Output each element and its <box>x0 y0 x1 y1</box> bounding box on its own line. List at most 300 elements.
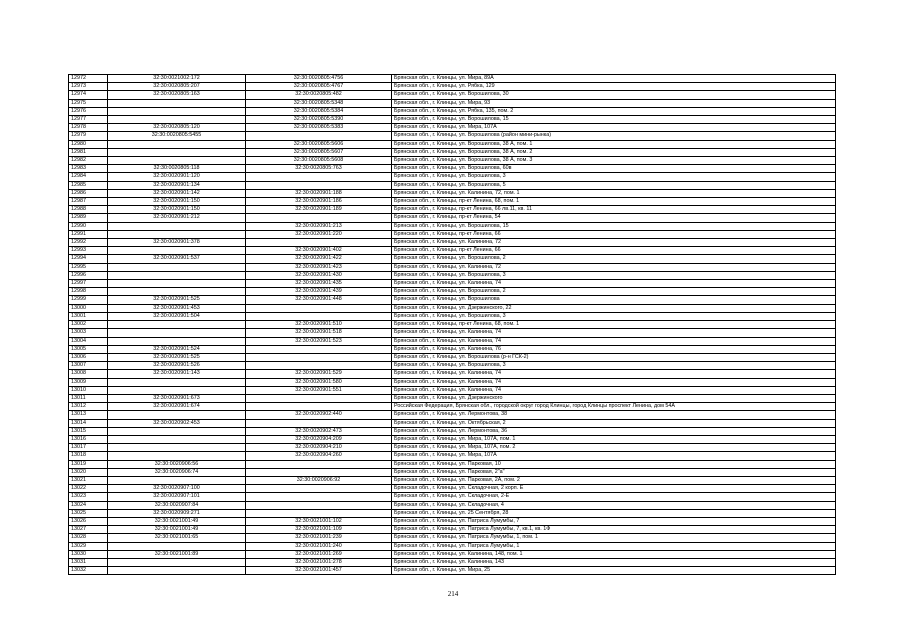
table-row <box>69 83 836 91</box>
address-cell: Брянская обл., г. Клинцы, пр-кт Ленина, 68, пом. 1 <box>392 198 836 206</box>
address-cell: Брянская обл., г. Клинцы, ул. Ворошилова, 38 А, пом. 1 <box>392 140 836 148</box>
row-number-cell: 12999 <box>69 296 108 304</box>
row-number-cell: 13001 <box>69 312 108 320</box>
row-number-cell: 12988 <box>69 206 108 214</box>
cadastral-number-land-cell: 32:30:0020901:378 <box>108 239 246 247</box>
cadastral-number-land-cell <box>108 247 246 255</box>
row-number-cell: 12998 <box>69 288 108 296</box>
address-cell: Брянская обл., г. Клинцы, ул. Калинина, 74 <box>392 386 836 394</box>
cadastral-number-object-cell <box>246 468 392 476</box>
cadastral-number-land-cell <box>108 329 246 337</box>
table-row <box>69 247 836 255</box>
address-cell: Брянская обл., г. Клинцы, ул. Ворошилова, 2 <box>392 255 836 263</box>
row-number-cell: 13013 <box>69 411 108 419</box>
table-row <box>69 493 836 501</box>
cadastral-number-land-cell <box>108 288 246 296</box>
address-cell: Брянская обл., г. Клинцы, ул. Ворошилова, 38 А, пом. 2 <box>392 148 836 156</box>
cadastral-number-land-cell <box>108 321 246 329</box>
cadastral-number-object-cell: 32:30:0020901:188 <box>246 189 392 197</box>
cadastral-number-land-cell: 32:30:0020901:537 <box>108 255 246 263</box>
table-row <box>69 99 836 107</box>
address-cell: Брянская обл., г. Клинцы, ул. Патриса Лумумбы, 1 <box>392 542 836 550</box>
address-cell: Брянская обл., г. Клинцы, ул. Ворошилова (р-н ГСК-2) <box>392 353 836 361</box>
cadastral-number-object-cell: 32:30:0020805:5606 <box>246 140 392 148</box>
cadastral-number-object-cell <box>246 345 392 353</box>
page-number: 214 <box>447 590 459 598</box>
table-row <box>69 329 836 337</box>
table-row <box>69 230 836 238</box>
cadastral-number-object-cell <box>246 485 392 493</box>
address-cell: Брянская обл., г. Клинцы, ул. Складочная, 4 <box>392 501 836 509</box>
cadastral-number-land-cell: 32:30:0020901:150 <box>108 198 246 206</box>
row-number-cell: 13009 <box>69 378 108 386</box>
row-number-cell: 13012 <box>69 403 108 411</box>
table-row <box>69 435 836 443</box>
address-cell: Брянская обл., г. Клинцы, ул. Парковая, 2А, пом. 2 <box>392 476 836 484</box>
address-cell: Брянская обл., г. Клинцы, ул. Калинина, 74 <box>392 378 836 386</box>
cadastral-number-object-cell: 32:30:0020805:5348 <box>246 99 392 107</box>
table-row <box>69 255 836 263</box>
cadastral-number-land-cell <box>108 435 246 443</box>
cadastral-number-object-cell: 32:30:0020805:4767 <box>246 83 392 91</box>
cadastral-number-land-cell <box>108 263 246 271</box>
cadastral-number-object-cell: 32:30:0020901:439 <box>246 288 392 296</box>
cadastral-number-object-cell: 32:30:0020904:260 <box>246 452 392 460</box>
address-cell: Брянская обл., г. Клинцы, ул. Мира, 107А <box>392 124 836 132</box>
cadastral-number-object-cell <box>246 362 392 370</box>
address-cell: Брянская обл., г. Клинцы, ул. Ворошилова, 3 <box>392 312 836 320</box>
cadastral-number-object-cell: 32:30:0020901:186 <box>246 198 392 206</box>
cadastral-number-object-cell: 32:30:0020901:510 <box>246 321 392 329</box>
cadastral-number-object-cell <box>246 214 392 222</box>
cadastral-number-object-cell: 32:30:0021001:109 <box>246 526 392 534</box>
row-number-cell: 13026 <box>69 517 108 525</box>
cadastral-number-object-cell: 32:30:0020901:435 <box>246 280 392 288</box>
cadastral-number-object-cell <box>246 419 392 427</box>
row-number-cell: 13021 <box>69 476 108 484</box>
row-number-cell: 12986 <box>69 189 108 197</box>
table-row <box>69 239 836 247</box>
cadastral-number-land-cell: 32:30:0021001:65 <box>108 534 246 542</box>
cadastral-number-land-cell: 32:30:0020805:120 <box>108 124 246 132</box>
address-cell: Брянская обл., г. Клинцы, ул. Патриса Лумумбы, 7, кв.1, кв. 1Ф <box>392 526 836 534</box>
cadastral-number-object-cell: 32:30:0020805:763 <box>246 165 392 173</box>
address-cell: Брянская обл., г. Клинцы, ул. Мира, 107А <box>392 452 836 460</box>
cadastral-number-land-cell: 32:30:0020902:453 <box>108 419 246 427</box>
table-row <box>69 452 836 460</box>
address-cell: Брянская обл., г. Клинцы, ул. Ворошилова, 2 <box>392 288 836 296</box>
cadastral-number-object-cell: 32:30:0020805:5390 <box>246 116 392 124</box>
address-cell: Брянская обл., г. Клинцы, ул. Рябка, 135, пом. 2 <box>392 107 836 115</box>
address-cell: Российская Федерация, Брянская обл., городской округ город Клинцы, город Клинцы проспект Ленина, дом 54А <box>392 403 836 411</box>
cadastral-number-land-cell: 32:30:0020901:120 <box>108 173 246 181</box>
address-cell: Брянская обл., г. Клинцы, ул. Ворошилова, 30 <box>392 91 836 99</box>
address-cell: Брянская обл., г. Клинцы, ул. Мира, 107А, пом. 1 <box>392 435 836 443</box>
cadastral-number-land-cell: 32:30:0020906:56 <box>108 460 246 468</box>
cadastral-number-land-cell: 32:30:0020901:142 <box>108 189 246 197</box>
address-cell: Брянская обл., г. Клинцы, ул. Калинина, 74 <box>392 337 836 345</box>
row-number-cell: 12974 <box>69 91 108 99</box>
table-row <box>69 337 836 345</box>
row-number-cell: 13008 <box>69 370 108 378</box>
cadastral-number-land-cell <box>108 280 246 288</box>
cadastral-number-object-cell <box>246 403 392 411</box>
table-row <box>69 173 836 181</box>
table-row <box>69 181 836 189</box>
cadastral-number-object-cell <box>246 460 392 468</box>
address-cell: Брянская обл., г. Клинцы, ул. Мира, 107А, пом. 2 <box>392 444 836 452</box>
address-cell: Брянская обл., г. Клинцы, ул. Калинина, 72 <box>392 239 836 247</box>
cadastral-number-object-cell: 32:30:0020901:213 <box>246 222 392 230</box>
cadastral-number-object-cell: 32:30:0021001:102 <box>246 517 392 525</box>
cadastral-number-object-cell: 32:30:0020902:473 <box>246 427 392 435</box>
cadastral-number-land-cell: 32:30:0020907:84 <box>108 501 246 509</box>
cadastral-number-land-cell: 32:30:0020901:143 <box>108 370 246 378</box>
cadastral-number-land-cell <box>108 378 246 386</box>
address-cell: Брянская обл., г. Клинцы, ул. Октябрьская, 2 <box>392 419 836 427</box>
cadastral-number-land-cell: 32:30:0021001:49 <box>108 517 246 525</box>
table-row <box>69 419 836 427</box>
row-number-cell: 13023 <box>69 493 108 501</box>
address-cell: Брянская обл., г. Клинцы, ул. Калинина, 143 <box>392 558 836 566</box>
table-row <box>69 148 836 156</box>
cadastral-number-land-cell: 32:30:0020805:207 <box>108 83 246 91</box>
table-row <box>69 378 836 386</box>
row-number-cell: 12997 <box>69 280 108 288</box>
row-number-cell: 12983 <box>69 165 108 173</box>
address-cell: Брянская обл., г. Клинцы, ул. Рябка, 129 <box>392 83 836 91</box>
row-number-cell: 13004 <box>69 337 108 345</box>
row-number-cell: 13011 <box>69 394 108 402</box>
registry-table-container <box>68 74 836 575</box>
address-cell: Брянская обл., г. Клинцы, ул. Ворошилова, 3 <box>392 271 836 279</box>
address-cell: Брянская обл., г. Клинцы, ул. Калинина, 74 <box>392 370 836 378</box>
cadastral-number-land-cell: 32:30:0020906:74 <box>108 468 246 476</box>
row-number-cell: 13016 <box>69 435 108 443</box>
cadastral-number-object-cell: 32:30:0020904:209 <box>246 435 392 443</box>
table-row <box>69 140 836 148</box>
table-row <box>69 206 836 214</box>
cadastral-number-land-cell: 32:30:0020909:271 <box>108 509 246 517</box>
cadastral-number-land-cell <box>108 148 246 156</box>
cadastral-number-object-cell <box>246 132 392 140</box>
table-row <box>69 165 836 173</box>
row-number-cell: 12977 <box>69 116 108 124</box>
address-cell: Брянская обл., г. Клинцы, ул. Калинина, 72, пом. 1 <box>392 189 836 197</box>
table-row <box>69 427 836 435</box>
table-row <box>69 460 836 468</box>
cadastral-number-object-cell: 32:30:0020901:430 <box>246 271 392 279</box>
cadastral-number-object-cell <box>246 312 392 320</box>
row-number-cell: 13017 <box>69 444 108 452</box>
address-cell: Брянская обл., г. Клинцы, ул. Дзержинского <box>392 394 836 402</box>
cadastral-number-land-cell <box>108 452 246 460</box>
row-number-cell: 12992 <box>69 239 108 247</box>
address-cell: Брянская обл., г. Клинцы, ул. Калинина, 74 <box>392 280 836 288</box>
row-number-cell: 13022 <box>69 485 108 493</box>
cadastral-number-object-cell: 32:30:0021001:457 <box>246 567 392 575</box>
table-row <box>69 214 836 222</box>
cadastral-number-object-cell: 32:30:0020901:448 <box>246 296 392 304</box>
cadastral-number-object-cell: 32:30:0020901:529 <box>246 370 392 378</box>
row-number-cell: 13005 <box>69 345 108 353</box>
table-row <box>69 107 836 115</box>
address-cell: Брянская обл., г. Клинцы, ул. Мира, 25 <box>392 567 836 575</box>
cadastral-number-object-cell: 32:30:0020904:210 <box>246 444 392 452</box>
table-row <box>69 189 836 197</box>
cadastral-number-object-cell: 32:30:0020901:423 <box>246 263 392 271</box>
address-cell: Брянская обл., г. Клинцы, ул. Ворошилова, 60в <box>392 165 836 173</box>
row-number-cell: 13020 <box>69 468 108 476</box>
registry-table-body <box>69 75 836 575</box>
address-cell: Брянская обл., г. Клинцы, ул. Ворошилова <box>392 296 836 304</box>
row-number-cell: 13027 <box>69 526 108 534</box>
address-cell: Брянская обл., г. Клинцы, ул. Лермонтова, 38 <box>392 411 836 419</box>
table-row <box>69 263 836 271</box>
table-row <box>69 288 836 296</box>
cadastral-number-land-cell: 32:30:0020901:212 <box>108 214 246 222</box>
cadastral-number-land-cell <box>108 99 246 107</box>
cadastral-number-land-cell <box>108 271 246 279</box>
row-number-cell: 13010 <box>69 386 108 394</box>
address-cell: Брянская обл., г. Клинцы, ул. Калинина, 76 <box>392 345 836 353</box>
row-number-cell: 12982 <box>69 157 108 165</box>
cadastral-number-land-cell: 32:30:0020907:101 <box>108 493 246 501</box>
address-cell: Брянская обл., г. Клинцы, ул. Ворошилова, 15 <box>392 116 836 124</box>
row-number-cell: 12976 <box>69 107 108 115</box>
table-row <box>69 124 836 132</box>
table-row <box>69 304 836 312</box>
cadastral-number-land-cell: 32:30:0020901:453 <box>108 304 246 312</box>
address-cell: Брянская обл., г. Клинцы, ул. Мира, 89А <box>392 75 836 83</box>
cadastral-number-land-cell <box>108 567 246 575</box>
row-number-cell: 13003 <box>69 329 108 337</box>
cadastral-number-land-cell <box>108 116 246 124</box>
row-number-cell: 12993 <box>69 247 108 255</box>
table-row <box>69 132 836 140</box>
cadastral-number-land-cell: 32:30:0020901:673 <box>108 394 246 402</box>
cadastral-number-land-cell: 32:30:0020901:525 <box>108 296 246 304</box>
table-row <box>69 296 836 304</box>
row-number-cell: 13032 <box>69 567 108 575</box>
cadastral-number-land-cell: 32:30:0020805:5455 <box>108 132 246 140</box>
cadastral-number-land-cell <box>108 222 246 230</box>
address-cell: Брянская обл., г. Клинцы, пр-кт Ленина, 68, пом. 1 <box>392 321 836 329</box>
cadastral-number-object-cell: 32:30:0020901:220 <box>246 230 392 238</box>
row-number-cell: 13031 <box>69 558 108 566</box>
cadastral-number-object-cell: 32:30:0020901:518 <box>246 329 392 337</box>
row-number-cell: 13019 <box>69 460 108 468</box>
address-cell: Брянская обл., г. Клинцы, ул. Ворошилова, 5 <box>392 181 836 189</box>
address-cell: Брянская обл., г. Клинцы, ул. Парковая, 10 <box>392 460 836 468</box>
cadastral-number-land-cell <box>108 386 246 394</box>
table-row <box>69 411 836 419</box>
table-row <box>69 280 836 288</box>
cadastral-number-land-cell <box>108 444 246 452</box>
cadastral-number-land-cell: 32:30:0020901:525 <box>108 353 246 361</box>
table-row <box>69 550 836 558</box>
cadastral-number-object-cell <box>246 501 392 509</box>
cadastral-number-land-cell <box>108 476 246 484</box>
address-cell: Брянская обл., г. Клинцы, ул. Патриса Лумумбы, 7 <box>392 517 836 525</box>
cadastral-number-land-cell: 32:30:0020901:526 <box>108 362 246 370</box>
row-number-cell: 12991 <box>69 230 108 238</box>
cadastral-number-object-cell: 32:30:0020901:523 <box>246 337 392 345</box>
address-cell: Брянская обл., г. Клинцы, ул. Патриса Лумумбы, 1, пом. 1 <box>392 534 836 542</box>
address-cell: Брянская обл., г. Клинцы, пр-кт Ленина, 66 лв.11, кв. 11 <box>392 206 836 214</box>
cadastral-number-object-cell <box>246 304 392 312</box>
table-row <box>69 476 836 484</box>
row-number-cell: 12996 <box>69 271 108 279</box>
cadastral-number-land-cell <box>108 157 246 165</box>
address-cell: Брянская обл., г. Клинцы, пр-кт Ленина, 66 <box>392 247 836 255</box>
cadastral-number-land-cell: 32:30:0020901:134 <box>108 181 246 189</box>
row-number-cell: 13024 <box>69 501 108 509</box>
table-row <box>69 501 836 509</box>
row-number-cell: 13028 <box>69 534 108 542</box>
table-row <box>69 198 836 206</box>
cadastral-number-object-cell: 32:30:0020805:5608 <box>246 157 392 165</box>
cadastral-number-object-cell <box>246 493 392 501</box>
table-row <box>69 394 836 402</box>
row-number-cell: 13002 <box>69 321 108 329</box>
address-cell: Брянская обл., г. Клинцы, пр-кт Ленина, 54 <box>392 214 836 222</box>
cadastral-number-object-cell: 32:30:0020805:4756 <box>246 75 392 83</box>
cadastral-number-object-cell: 32:30:0021001:239 <box>246 534 392 542</box>
cadastral-number-land-cell: 32:30:0020901:150 <box>108 206 246 214</box>
row-number-cell: 12980 <box>69 140 108 148</box>
cadastral-number-object-cell: 32:30:0020901:551 <box>246 386 392 394</box>
address-cell: Брянская обл., г. Клинцы, ул. Мира, 93 <box>392 99 836 107</box>
row-number-cell: 13000 <box>69 304 108 312</box>
row-number-cell: 13006 <box>69 353 108 361</box>
row-number-cell: 12978 <box>69 124 108 132</box>
address-cell: Брянская обл., г. Клинцы, ул. Калинина, 148, пом. 1 <box>392 550 836 558</box>
cadastral-number-object-cell: 32:30:0020805:5383 <box>246 124 392 132</box>
row-number-cell: 13015 <box>69 427 108 435</box>
row-number-cell: 13007 <box>69 362 108 370</box>
table-row <box>69 485 836 493</box>
row-number-cell: 12994 <box>69 255 108 263</box>
row-number-cell: 12981 <box>69 148 108 156</box>
cadastral-number-land-cell <box>108 542 246 550</box>
table-row <box>69 444 836 452</box>
table-row <box>69 468 836 476</box>
address-cell: Брянская обл., г. Клинцы, ул. Ворошилова, 38 А, пом. 3 <box>392 157 836 165</box>
row-number-cell: 12973 <box>69 83 108 91</box>
address-cell: Брянская обл., г. Клинцы, ул. 25 Сентября, 28 <box>392 509 836 517</box>
table-row <box>69 534 836 542</box>
table-row <box>69 222 836 230</box>
cadastral-number-object-cell: 32:30:0020805:482 <box>246 91 392 99</box>
table-row <box>69 312 836 320</box>
table-row <box>69 558 836 566</box>
row-number-cell: 12985 <box>69 181 108 189</box>
cadastral-number-land-cell <box>108 558 246 566</box>
cadastral-number-object-cell <box>246 394 392 402</box>
cadastral-number-land-cell <box>108 427 246 435</box>
cadastral-number-land-cell: 32:30:0020805:163 <box>108 91 246 99</box>
table-row <box>69 75 836 83</box>
cadastral-number-object-cell: 32:30:0020805:5607 <box>246 148 392 156</box>
cadastral-number-land-cell <box>108 411 246 419</box>
cadastral-number-object-cell: 32:30:0020902:440 <box>246 411 392 419</box>
row-number-cell: 12972 <box>69 75 108 83</box>
table-row <box>69 91 836 99</box>
table-row <box>69 271 836 279</box>
cadastral-number-object-cell: 32:30:0020901:422 <box>246 255 392 263</box>
address-cell: Брянская обл., г. Клинцы, ул. Ворошилова, 3 <box>392 173 836 181</box>
address-cell: Брянская обл., г. Клинцы, ул. Лермонтова, 36 <box>392 427 836 435</box>
table-row <box>69 362 836 370</box>
cadastral-number-land-cell <box>108 107 246 115</box>
cadastral-number-land-cell: 32:30:0021001:89 <box>108 550 246 558</box>
cadastral-number-land-cell <box>108 140 246 148</box>
table-row <box>69 567 836 575</box>
address-cell: Брянская обл., г. Клинцы, ул. Ворошилова, 3 <box>392 362 836 370</box>
table-row <box>69 116 836 124</box>
table-row <box>69 345 836 353</box>
address-cell: Брянская обл., г. Клинцы, ул. Парковая, 2"а" <box>392 468 836 476</box>
cadastral-number-object-cell <box>246 181 392 189</box>
row-number-cell: 12975 <box>69 99 108 107</box>
table-row <box>69 370 836 378</box>
address-cell: Брянская обл., г. Клинцы, ул. Калинина, 72 <box>392 263 836 271</box>
row-number-cell: 13025 <box>69 509 108 517</box>
cadastral-number-land-cell: 32:30:0020805:118 <box>108 165 246 173</box>
cadastral-number-land-cell <box>108 337 246 345</box>
row-number-cell: 12990 <box>69 222 108 230</box>
address-cell: Брянская обл., г. Клинцы, пр-кт Ленина, 66 <box>392 230 836 238</box>
cadastral-number-object-cell: 32:30:0020901:402 <box>246 247 392 255</box>
cadastral-number-object-cell <box>246 173 392 181</box>
address-cell: Брянская обл., г. Клинцы, ул. Ворошилова, 15 <box>392 222 836 230</box>
cadastral-number-land-cell: 32:30:0020901:524 <box>108 345 246 353</box>
table-row <box>69 542 836 550</box>
cadastral-number-land-cell <box>108 230 246 238</box>
row-number-cell: 12984 <box>69 173 108 181</box>
table-row <box>69 526 836 534</box>
row-number-cell: 13014 <box>69 419 108 427</box>
table-row <box>69 403 836 411</box>
cadastral-number-land-cell: 32:30:0021001:49 <box>108 526 246 534</box>
cadastral-number-object-cell <box>246 239 392 247</box>
row-number-cell: 13029 <box>69 542 108 550</box>
table-row <box>69 386 836 394</box>
row-number-cell: 12979 <box>69 132 108 140</box>
cadastral-number-land-cell: 32:30:0020907:100 <box>108 485 246 493</box>
address-cell: Брянская обл., г. Клинцы, ул. Дзержинского, 22 <box>392 304 836 312</box>
cadastral-number-object-cell: 32:30:0020901:189 <box>246 206 392 214</box>
table-row <box>69 321 836 329</box>
row-number-cell: 12995 <box>69 263 108 271</box>
cadastral-number-land-cell: 32:30:0021002:172 <box>108 75 246 83</box>
table-row <box>69 517 836 525</box>
cadastral-number-land-cell: 32:30:0020901:504 <box>108 312 246 320</box>
cadastral-number-object-cell: 32:30:0020906:92 <box>246 476 392 484</box>
cadastral-number-object-cell: 32:30:0021001:278 <box>246 558 392 566</box>
table-row <box>69 353 836 361</box>
table-row <box>69 157 836 165</box>
cadastral-number-object-cell: 32:30:0020901:580 <box>246 378 392 386</box>
cadastral-number-object-cell <box>246 353 392 361</box>
cadastral-number-object-cell: 32:30:0021001:240 <box>246 542 392 550</box>
cadastral-number-object-cell <box>246 509 392 517</box>
row-number-cell: 12987 <box>69 198 108 206</box>
registry-table <box>68 74 836 575</box>
cadastral-number-object-cell: 32:30:0020805:5384 <box>246 107 392 115</box>
address-cell: Брянская обл., г. Клинцы, ул. Складочная, 2-Е <box>392 493 836 501</box>
